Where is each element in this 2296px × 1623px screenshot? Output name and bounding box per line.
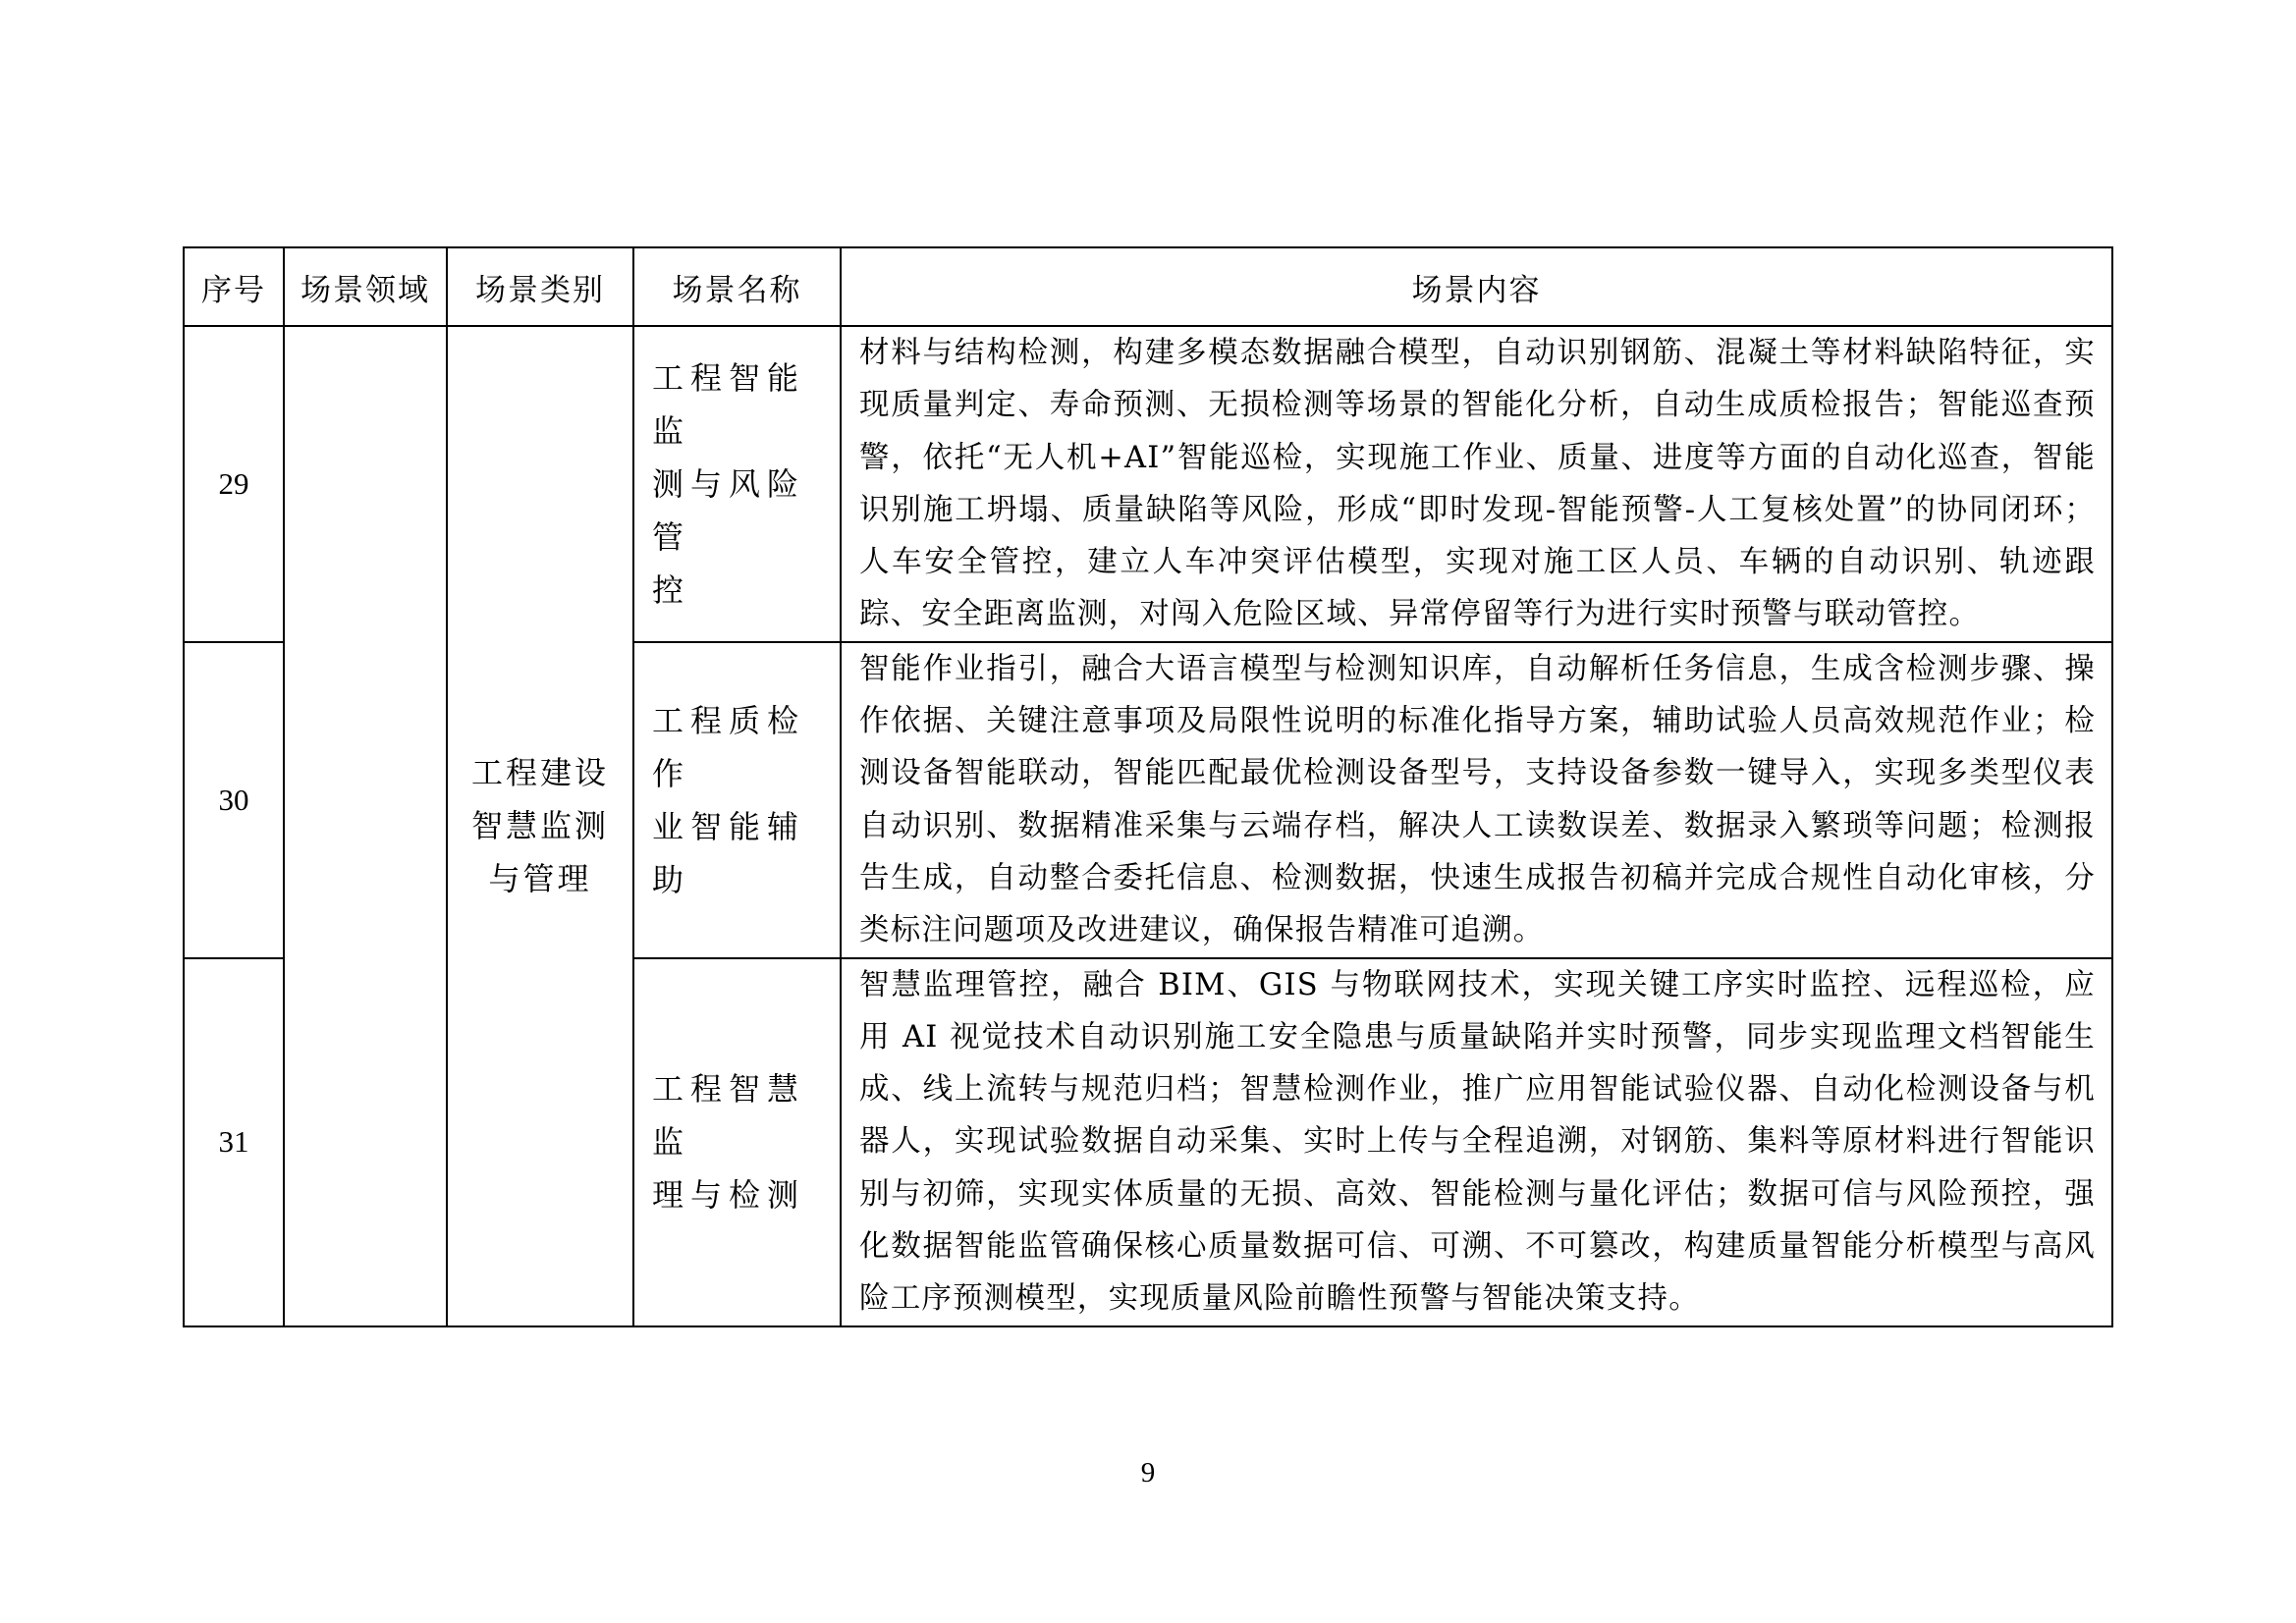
row-num: 31 bbox=[184, 958, 284, 1326]
row-num: 30 bbox=[184, 642, 284, 958]
table-header bbox=[184, 247, 2112, 326]
category-cell: 工程建设 智慧监测 与管理 bbox=[447, 326, 633, 1326]
page-number: 9 bbox=[1140, 1457, 1156, 1488]
row-num: 29 bbox=[184, 326, 284, 642]
header-num: 序号 bbox=[184, 247, 284, 326]
scene-content: 智能作业指引，融合大语言模型与检测知识库，自动解析任务信息，生成含检测步骤、操作依据、关键注意事项及局限性说明的标准化指导方案，辅助试验人员高效规范作业；检测设备智能联动，智能匹配最优检测设备型号，支持设备参数一键导入，实现多类型仪表自动识别、数据精准采集与云端存档，解决人工读数误差、数据录入繁琐等问题；检测报告生成，自动整合委托信息、检测数据，快速生成报告初稿并完成合规性自动化审核，分类标注问题项及改进建议，确保报告精准可追溯。 bbox=[841, 642, 2112, 958]
scene-name: 工程智慧监 理与检测 bbox=[633, 958, 841, 1326]
header-content: 场景内容 bbox=[841, 247, 2112, 326]
scene-content: 智慧监理管控，融合 BIM、GIS 与物联网技术，实现关键工序实时监控、远程巡检，应用 AI 视觉技术自动识别施工安全隐患与质量缺陷并实时预警，同步实现监理文档智能生成、线上流转与规范归档；智慧检测作业，推广应用智能试验仪器、自动化检测设备与机器人，实现试验数据自动采集、实时上传与全程追溯，对钢筋、集料等原材料进行智能识别与初筛，实现实体质量的无损、高效、智能检测与量化评估；数据可信与风险预控，强化数据智能监管确保核心质量数据可信、可溯、不可篡改，构建质量智能分析模型与高风险工序预测模型，实现质量风险前瞻性预警与智能决策支持。 bbox=[841, 958, 2112, 1326]
scene-content: 材料与结构检测，构建多模态数据融合模型，自动识别钢筋、混凝土等材料缺陷特征，实现质量判定、寿命预测、无损检测等场景的智能化分析，自动生成质检报告；智能巡查预警，依托“无人机+AI”智能巡检，实现施工作业、质量、进度等方面的自动化巡查，智能识别施工坍塌、质量缺陷等风险，形成“即时发现-智能预警-人工复核处置”的协同闭环；人车安全管控，建立人车冲突评估模型，实现对施工区人员、车辆的自动识别、轨迹跟踪、安全距离监测，对闯入危险区域、异常停留等行为进行实时预警与联动管控。 bbox=[841, 326, 2112, 642]
scene-name: 工程智能监 测与风险管 控 bbox=[633, 326, 841, 642]
header-name: 场景名称 bbox=[633, 247, 841, 326]
table-row bbox=[184, 326, 2112, 642]
header-category: 场景类别 bbox=[447, 247, 633, 326]
domain-cell bbox=[284, 326, 447, 1326]
header-row bbox=[184, 247, 2112, 326]
table-body bbox=[184, 326, 2112, 1326]
scene-table bbox=[183, 246, 2113, 1327]
header-domain: 场景领域 bbox=[284, 247, 447, 326]
scene-name: 工程质检作 业智能辅助 bbox=[633, 642, 841, 958]
